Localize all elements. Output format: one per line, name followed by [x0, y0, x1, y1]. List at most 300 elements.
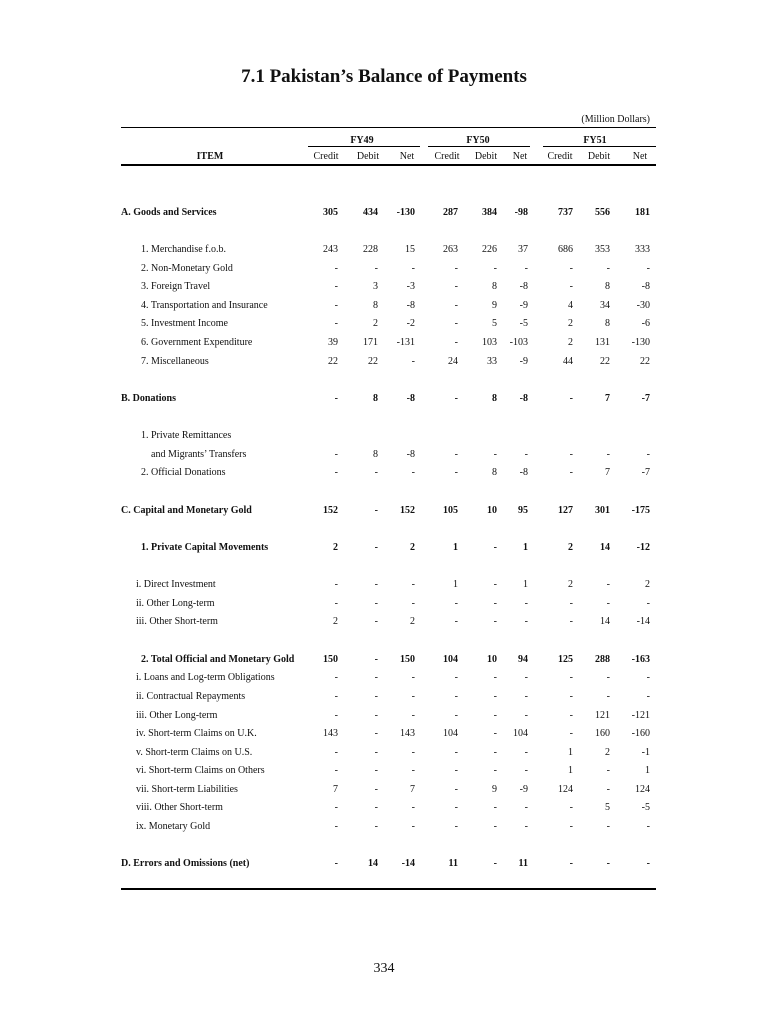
table-row [0, 691, 768, 705]
row-label: ix. Monetary Gold [136, 821, 211, 832]
table-row [0, 244, 768, 258]
fy50-debit-value: 33 [487, 356, 497, 367]
fy49-credit-value: 22 [328, 356, 338, 367]
fy49-net-value: 2 [410, 542, 415, 553]
fy50-debit-value: 8 [492, 281, 497, 292]
fy50-credit-value: - [454, 467, 458, 478]
row-label: 5. Investment Income [141, 318, 228, 329]
top-rule [121, 127, 656, 128]
fy50-debit-value: - [493, 672, 497, 683]
fy49-credit-value: - [334, 765, 338, 776]
year-group-3-line [543, 146, 656, 147]
fy51-net-value: - [646, 821, 650, 832]
fy49-credit-value: - [334, 691, 338, 702]
row-label: ii. Contractual Repayments [136, 691, 246, 702]
row-label: v. Short-term Claims on U.S. [136, 747, 253, 758]
fy49-debit-value: 14 [368, 858, 378, 869]
fy50-credit-value: - [454, 672, 458, 683]
fy49-net-value: -8 [406, 393, 415, 404]
fy50-net-value: 11 [518, 858, 528, 869]
fy50-credit-value: - [454, 821, 458, 832]
row-label: vii. Short-term Liabilities [136, 784, 238, 795]
table-row [0, 747, 768, 761]
fy51-debit-value: 301 [595, 505, 610, 516]
fy49-debit-value: 8 [373, 449, 378, 460]
fy50-debit-value: - [493, 710, 497, 721]
fy50-net-value: -9 [519, 356, 528, 367]
fy51-debit-value: 131 [595, 337, 610, 348]
fy49-debit-value: - [374, 691, 378, 702]
fy51-credit-value: - [569, 691, 573, 702]
row-label: D. Errors and Omissions (net) [121, 858, 250, 869]
fy51-credit-value: 44 [563, 356, 573, 367]
fy49-debit-value: 171 [363, 337, 378, 348]
fy51-net-value: 333 [635, 244, 650, 255]
fy49-net-value: -2 [406, 318, 415, 329]
fy49-debit-value: - [374, 598, 378, 609]
table-row [0, 672, 768, 686]
fy49-debit-value: - [374, 616, 378, 627]
fy50-net-value: -9 [519, 300, 528, 311]
fy49-net-value: - [411, 710, 415, 721]
fy49-debit-value: - [374, 802, 378, 813]
row-label: iv. Short-term Claims on U.K. [136, 728, 257, 739]
fy49-debit-value: - [374, 765, 378, 776]
fy51-net-value: -130 [631, 337, 650, 348]
fy50-debit-value: - [493, 747, 497, 758]
fy49-debit-value: - [374, 505, 378, 516]
fy49-credit-value: 2 [333, 616, 338, 627]
fy50-net-value: - [524, 263, 528, 274]
fy49-net-value: 150 [400, 654, 415, 665]
fy49-net-value: -8 [406, 300, 415, 311]
fy50-credit-value: - [454, 281, 458, 292]
fy50-credit-value: - [454, 802, 458, 813]
year-group-3: FY51 [583, 135, 607, 146]
fy49-debit-value: 8 [373, 300, 378, 311]
fy51-net-value: -160 [631, 728, 650, 739]
fy49-net-value: - [411, 802, 415, 813]
fy50-credit-value: - [454, 747, 458, 758]
fy51-debit-value: 160 [595, 728, 610, 739]
fy49-debit-value: 2 [373, 318, 378, 329]
fy50-debit-value: 226 [482, 244, 497, 255]
fy49-net-value: 143 [400, 728, 415, 739]
fy51-debit-value: 14 [600, 616, 610, 627]
fy50-net-value: 37 [518, 244, 528, 255]
item-header: ITEM [196, 151, 224, 162]
fy49-net-value: -8 [406, 449, 415, 460]
fy49-credit-value: - [334, 263, 338, 274]
fy49-credit-value: 7 [333, 784, 338, 795]
fy49-net-value: - [411, 598, 415, 609]
header-rule [121, 164, 656, 166]
fy49-debit-value: - [374, 654, 378, 665]
fy51-credit-value: 4 [568, 300, 573, 311]
fy50-credit-value: 11 [448, 858, 458, 869]
fy51-credit-value: - [569, 281, 573, 292]
fy50-debit-value: 10 [487, 505, 497, 516]
fy50-credit-value: - [454, 691, 458, 702]
row-label: 1. Private Remittances [141, 430, 232, 441]
fy51-net-header: Net [632, 151, 648, 162]
fy49-credit-value: - [334, 318, 338, 329]
fy51-net-value: -163 [631, 654, 650, 665]
fy51-net-value: 1 [645, 765, 650, 776]
fy51-debit-value: - [606, 449, 610, 460]
fy50-credit-value: - [454, 598, 458, 609]
table-row [0, 430, 768, 444]
year-group-2-line [428, 146, 530, 147]
fy50-net-value: - [524, 710, 528, 721]
fy49-net-value: - [411, 467, 415, 478]
fy51-credit-value: - [569, 393, 573, 404]
fy49-debit-value: - [374, 710, 378, 721]
fy51-credit-value: - [569, 710, 573, 721]
fy50-net-value: - [524, 691, 528, 702]
fy51-credit-value: 127 [558, 505, 573, 516]
fy49-debit-value: - [374, 263, 378, 274]
fy49-net-value: - [411, 747, 415, 758]
fy51-credit-value: - [569, 858, 573, 869]
fy50-credit-value: - [454, 263, 458, 274]
row-label: 6. Government Expenditure [141, 337, 253, 348]
fy50-net-value: -8 [519, 467, 528, 478]
fy49-debit-header: Debit [356, 151, 380, 162]
fy49-credit-value: - [334, 281, 338, 292]
fy49-debit-value: 8 [373, 393, 378, 404]
fy50-debit-value: - [493, 802, 497, 813]
fy51-net-value: -6 [641, 318, 650, 329]
fy51-credit-value: 1 [568, 747, 573, 758]
fy49-net-value: 15 [405, 244, 415, 255]
fy51-net-value: -8 [641, 281, 650, 292]
fy51-net-value: -5 [641, 802, 650, 813]
fy50-credit-value: - [454, 765, 458, 776]
fy51-debit-value: - [606, 765, 610, 776]
fy50-credit-value: - [454, 300, 458, 311]
fy50-debit-value: 8 [492, 467, 497, 478]
row-label: A. Goods and Services [121, 207, 217, 218]
fy50-debit-value: - [493, 616, 497, 627]
row-label: 2. Total Official and Monetary Gold [141, 654, 295, 665]
fy50-debit-value: - [493, 728, 497, 739]
fy50-credit-value: 105 [443, 505, 458, 516]
table-row [0, 281, 768, 295]
fy49-credit-value: - [334, 579, 338, 590]
page-number: 334 [373, 961, 395, 976]
fy50-credit-value: - [454, 449, 458, 460]
fy51-net-value: -1 [641, 747, 650, 758]
fy50-net-value: -9 [519, 784, 528, 795]
fy49-credit-header: Credit [313, 151, 339, 162]
table-row [0, 821, 768, 835]
fy51-net-value: -7 [641, 393, 650, 404]
fy50-debit-value: - [493, 598, 497, 609]
fy49-net-value: - [411, 356, 415, 367]
fy51-credit-value: - [569, 616, 573, 627]
row-label: viii. Other Short-term [136, 802, 223, 813]
table-row [0, 616, 768, 630]
table-row [0, 207, 768, 221]
fy51-net-value: 124 [635, 784, 650, 795]
year-group-1: FY49 [350, 135, 374, 146]
fy51-debit-value: - [606, 691, 610, 702]
fy49-net-value: - [411, 263, 415, 274]
table-row [0, 598, 768, 612]
fy49-net-header: Net [399, 151, 415, 162]
fy50-net-value: - [524, 765, 528, 776]
fy51-debit-value: - [606, 598, 610, 609]
fy51-net-value: -121 [631, 710, 650, 721]
table-row [0, 654, 768, 668]
fy51-debit-value: - [606, 672, 610, 683]
fy50-net-value: - [524, 821, 528, 832]
fy51-credit-value: - [569, 672, 573, 683]
fy51-net-value: -14 [636, 616, 650, 627]
row-label: 2. Non-Monetary Gold [141, 263, 233, 274]
fy51-credit-value: - [569, 821, 573, 832]
fy51-debit-value: 34 [600, 300, 610, 311]
unit-note: (Million Dollars) [581, 114, 650, 125]
fy50-credit-header: Credit [434, 151, 460, 162]
fy50-credit-value: - [454, 318, 458, 329]
fy50-net-value: 104 [513, 728, 528, 739]
fy51-debit-value: 5 [605, 802, 610, 813]
fy50-debit-value: 9 [492, 784, 497, 795]
fy50-debit-value: - [493, 858, 497, 869]
fy50-debit-value: 5 [492, 318, 497, 329]
fy51-debit-value: 7 [605, 467, 610, 478]
fy50-debit-value: - [493, 263, 497, 274]
fy50-credit-value: 104 [443, 654, 458, 665]
fy51-credit-value: 2 [568, 579, 573, 590]
fy51-debit-value: 14 [600, 542, 610, 553]
table-row [0, 393, 768, 407]
fy51-debit-value: 288 [595, 654, 610, 665]
year-group-1-line [308, 146, 420, 147]
fy50-credit-value: 1 [453, 542, 458, 553]
table-row [0, 710, 768, 724]
fy49-net-value: - [411, 672, 415, 683]
fy51-net-value: -30 [636, 300, 650, 311]
row-label: 2. Official Donations [141, 467, 226, 478]
fy50-net-value: -98 [514, 207, 528, 218]
fy51-net-value: - [646, 672, 650, 683]
fy50-net-value: -103 [509, 337, 528, 348]
fy51-credit-value: - [569, 449, 573, 460]
fy50-credit-value: 1 [453, 579, 458, 590]
fy49-credit-value: - [334, 300, 338, 311]
table-row [0, 300, 768, 314]
fy50-net-value: - [524, 747, 528, 758]
fy49-credit-value: 305 [323, 207, 338, 218]
fy51-debit-value: 8 [605, 281, 610, 292]
fy50-net-value: -8 [519, 281, 528, 292]
fy49-credit-value: - [334, 747, 338, 758]
fy50-net-value: 95 [518, 505, 528, 516]
fy49-debit-value: 228 [363, 244, 378, 255]
table-row [0, 542, 768, 556]
row-label: iii. Other Short-term [136, 616, 218, 627]
fy50-credit-value: - [454, 616, 458, 627]
table-row [0, 784, 768, 798]
fy51-credit-value: 737 [558, 207, 573, 218]
fy50-net-value: -8 [519, 393, 528, 404]
fy50-credit-value: 24 [448, 356, 458, 367]
fy49-debit-value: - [374, 542, 378, 553]
fy50-credit-value: 287 [443, 207, 458, 218]
fy49-credit-value: - [334, 467, 338, 478]
fy51-credit-value: - [569, 263, 573, 274]
fy49-net-value: 7 [410, 784, 415, 795]
fy51-net-value: -175 [631, 505, 650, 516]
fy49-debit-value: - [374, 579, 378, 590]
fy51-debit-value: 22 [600, 356, 610, 367]
row-label: 7. Miscellaneous [141, 356, 209, 367]
fy49-debit-value: 22 [368, 356, 378, 367]
fy51-credit-value: - [569, 467, 573, 478]
row-label: 4. Transportation and Insurance [141, 300, 268, 311]
fy49-credit-value: 152 [323, 505, 338, 516]
fy49-credit-value: - [334, 449, 338, 460]
fy49-credit-value: - [334, 858, 338, 869]
fy51-debit-value: 556 [595, 207, 610, 218]
fy49-net-value: -131 [396, 337, 415, 348]
fy50-debit-value: - [493, 449, 497, 460]
table-row [0, 802, 768, 816]
fy49-debit-value: - [374, 728, 378, 739]
table-row [0, 263, 768, 277]
fy50-credit-value: 263 [443, 244, 458, 255]
fy50-net-value: - [524, 449, 528, 460]
fy49-credit-value: - [334, 821, 338, 832]
fy50-debit-value: 9 [492, 300, 497, 311]
fy50-net-value: - [524, 802, 528, 813]
row-label: C. Capital and Monetary Gold [121, 505, 252, 516]
fy49-credit-value: 150 [323, 654, 338, 665]
fy51-credit-value: - [569, 728, 573, 739]
row-label: 1. Private Capital Movements [141, 542, 269, 553]
fy51-net-value: 181 [635, 207, 650, 218]
fy50-debit-value: - [493, 542, 497, 553]
fy51-net-value: - [646, 858, 650, 869]
fy49-net-value: - [411, 765, 415, 776]
fy50-net-value: 1 [523, 579, 528, 590]
fy51-debit-value: 353 [595, 244, 610, 255]
fy51-credit-value: 124 [558, 784, 573, 795]
fy51-credit-value: - [569, 802, 573, 813]
table-row [0, 765, 768, 779]
fy51-credit-header: Credit [547, 151, 573, 162]
fy51-net-value: - [646, 691, 650, 702]
table-row [0, 337, 768, 351]
fy49-net-value: - [411, 691, 415, 702]
fy50-net-value: 1 [523, 542, 528, 553]
fy50-debit-value: 10 [487, 654, 497, 665]
fy51-credit-value: 686 [558, 244, 573, 255]
fy49-debit-value: 3 [373, 281, 378, 292]
fy51-credit-value: 1 [568, 765, 573, 776]
fy51-net-value: - [646, 449, 650, 460]
row-label: i. Direct Investment [136, 579, 216, 590]
fy49-credit-value: - [334, 802, 338, 813]
fy49-debit-value: - [374, 467, 378, 478]
table-row [0, 728, 768, 742]
fy49-debit-value: - [374, 672, 378, 683]
fy50-debit-value: 103 [482, 337, 497, 348]
fy49-credit-value: - [334, 598, 338, 609]
fy49-credit-value: 2 [333, 542, 338, 553]
bottom-rule [121, 888, 656, 890]
fy51-net-value: - [646, 598, 650, 609]
fy51-debit-value: 121 [595, 710, 610, 721]
fy49-net-value: -14 [401, 858, 415, 869]
row-label: 3. Foreign Travel [141, 281, 211, 292]
fy49-credit-value: 143 [323, 728, 338, 739]
fy50-net-value: - [524, 672, 528, 683]
year-group-2: FY50 [466, 135, 490, 146]
table-row [0, 505, 768, 519]
page-title: 7.1 Pakistan’s Balance of Payments [241, 66, 527, 87]
fy50-net-header: Net [512, 151, 528, 162]
table-row [0, 356, 768, 370]
fy51-debit-value: - [606, 784, 610, 795]
row-label: 1. Merchandise f.o.b. [141, 244, 226, 255]
row-label: vi. Short-term Claims on Others [136, 765, 265, 776]
fy50-debit-header: Debit [474, 151, 498, 162]
table-row [0, 318, 768, 332]
fy49-debit-value: - [374, 821, 378, 832]
fy49-net-value: - [411, 579, 415, 590]
fy51-debit-value: - [606, 821, 610, 832]
fy51-net-value: - [646, 263, 650, 274]
fy49-net-value: -130 [396, 207, 415, 218]
fy51-net-value: -12 [636, 542, 650, 553]
fy51-debit-value: - [606, 858, 610, 869]
fy49-debit-value: - [374, 747, 378, 758]
fy49-net-value: -3 [406, 281, 415, 292]
fy51-net-value: 22 [640, 356, 650, 367]
fy50-net-value: - [524, 598, 528, 609]
fy51-debit-value: 8 [605, 318, 610, 329]
fy49-net-value: 2 [410, 616, 415, 627]
fy49-debit-value: - [374, 784, 378, 795]
fy50-debit-value: - [493, 821, 497, 832]
fy50-credit-value: - [454, 337, 458, 348]
fy51-net-value: -7 [641, 467, 650, 478]
row-label: iii. Other Long-term [136, 710, 218, 721]
fy50-debit-value: - [493, 691, 497, 702]
table-row [0, 449, 768, 463]
fy49-credit-value: 243 [323, 244, 338, 255]
fy49-debit-value: 434 [363, 207, 378, 218]
fy50-debit-value: 8 [492, 393, 497, 404]
row-label: i. Loans and Log-term Obligations [136, 672, 275, 683]
fy51-credit-value: 125 [558, 654, 573, 665]
fy51-debit-value: 2 [605, 747, 610, 758]
fy50-net-value: 94 [518, 654, 528, 665]
table-row [0, 579, 768, 593]
fy51-net-value: 2 [645, 579, 650, 590]
fy51-credit-value: 2 [568, 542, 573, 553]
fy50-net-value: -5 [519, 318, 528, 329]
fy51-credit-value: 2 [568, 337, 573, 348]
table-row [0, 858, 768, 872]
fy51-debit-header: Debit [587, 151, 611, 162]
row-label: ii. Other Long-term [136, 598, 215, 609]
fy51-debit-value: - [606, 579, 610, 590]
